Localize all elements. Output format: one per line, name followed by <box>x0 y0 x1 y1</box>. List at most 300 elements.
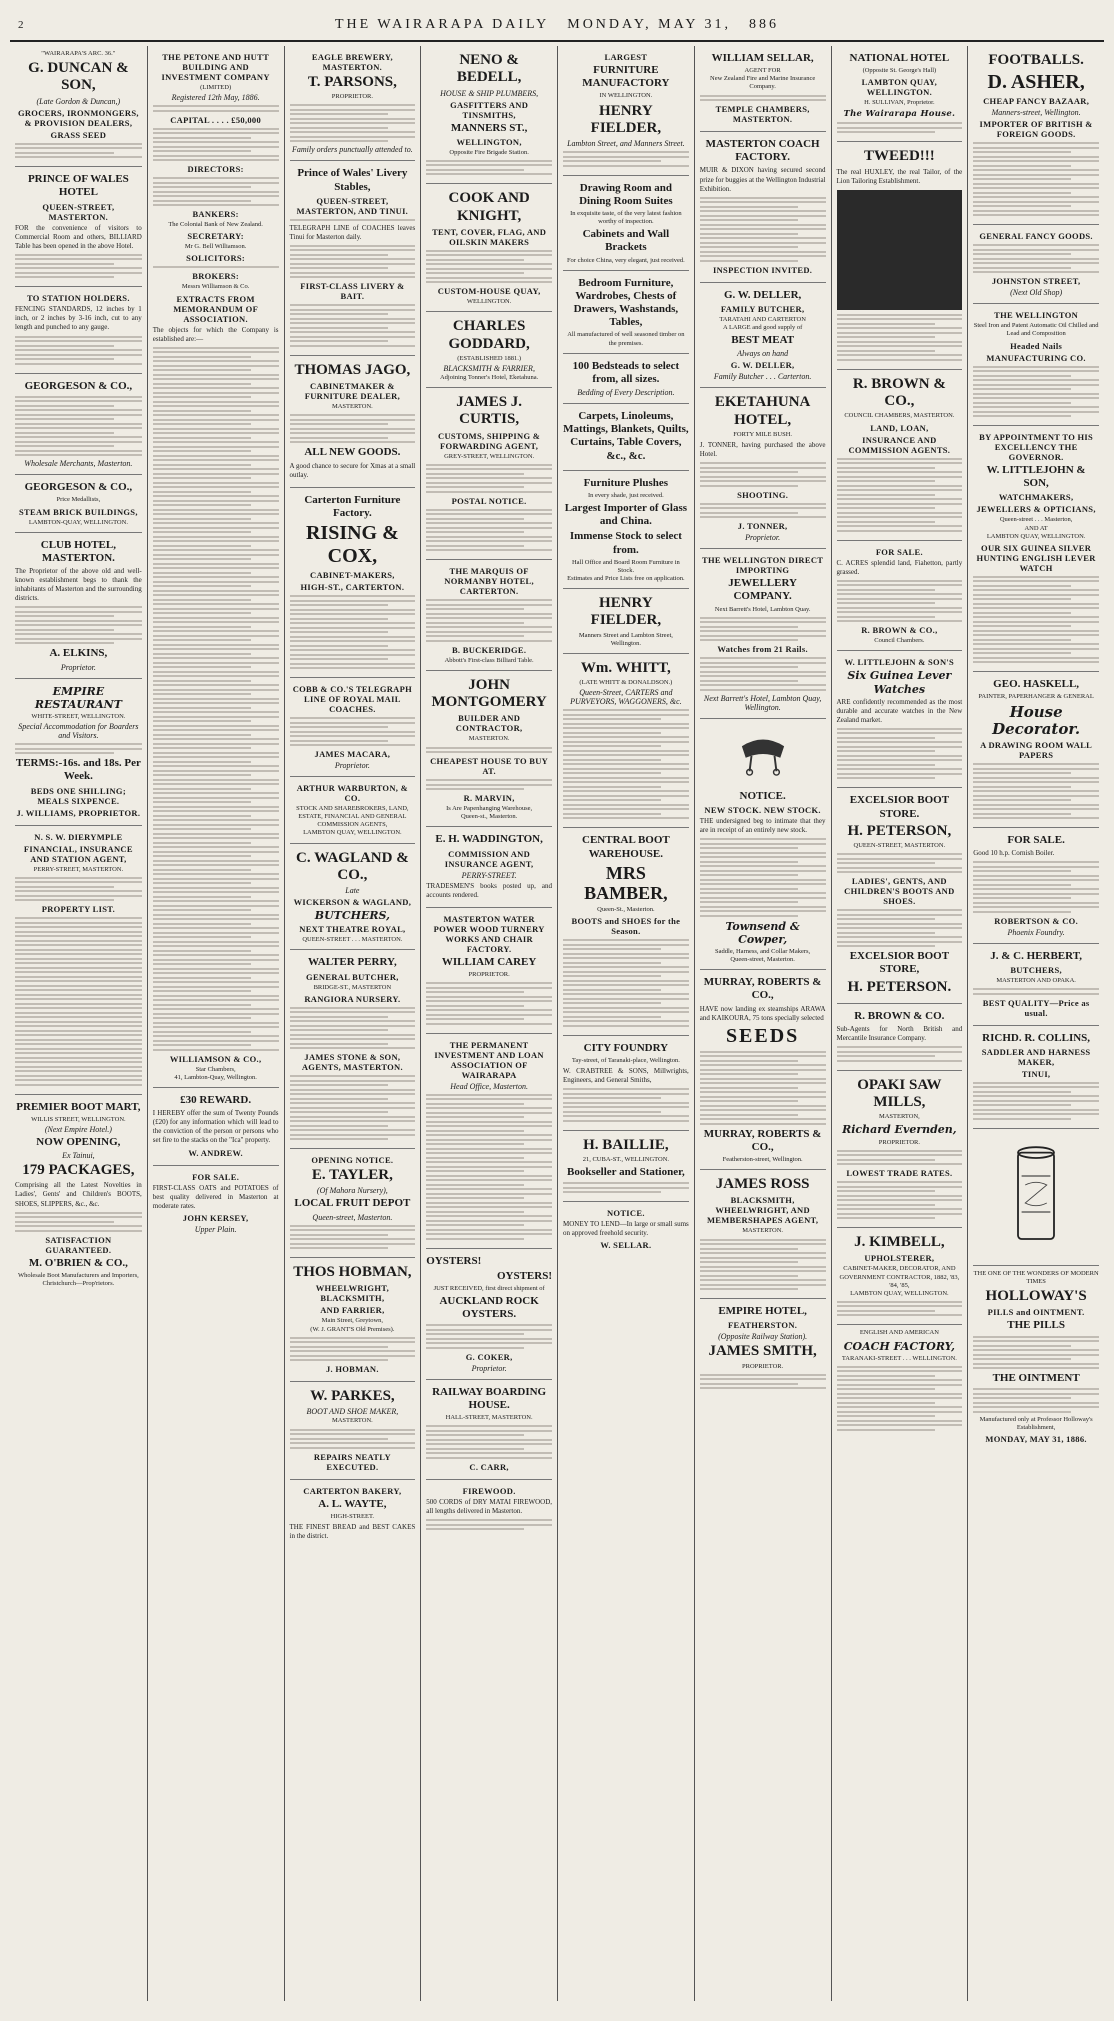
ad-sub: NEW STOCK. NEW STOCK. <box>704 804 821 815</box>
column-3 <box>284 46 421 2001</box>
ad-text: SOLICITORS: <box>186 253 246 264</box>
body-text-lines <box>153 128 279 162</box>
body-text-lines <box>837 909 963 947</box>
ad-text: Abbott's First-class Billiard Table. <box>444 656 534 664</box>
body-text-lines <box>700 1051 826 1125</box>
ad-national-hotel <box>837 46 963 142</box>
ad-heading: 100 Bedsteads to select from, all sizes. <box>572 359 680 385</box>
ad-fielder-footer <box>563 589 689 654</box>
ad-sub: Proprietor. <box>745 533 781 543</box>
ad-text: Manners-street, Wellington. <box>991 108 1081 118</box>
ad-sub: (Late Gordon & Duncan,) <box>36 96 121 106</box>
ad-text: LOWEST TRADE RATES. <box>846 1168 953 1179</box>
ad-coach-factory <box>837 1325 963 1438</box>
ad-sub: LARGEST <box>604 52 648 62</box>
ad-empire-hotel <box>700 1299 826 1397</box>
ad-sub: (LATE WHITT & DONALDSON.) <box>579 679 673 687</box>
ad-heading: JAMES J. CURTIS, <box>456 394 523 428</box>
ad-text: CHEAPEST HOUSE TO BUY AT. <box>430 756 549 777</box>
ad-body: J. TONNER, having purchased the above Hotel. <box>699 440 826 459</box>
ad-text: PERRY-STREET, MASTERTON. <box>33 865 124 873</box>
ad-dierymple <box>15 826 142 1095</box>
ad-excelsior-boot-store <box>837 788 963 1003</box>
ad-sub: BUTCHERS, <box>1010 965 1062 976</box>
ad-georgeson-1 <box>15 374 142 476</box>
ad-text: EXTRACTS FROM MEMORANDUM OF ASSOCIATION. <box>173 293 259 324</box>
ad-firewood <box>426 1480 552 1538</box>
ad-signature: A. ELKINS, <box>49 647 108 660</box>
ad-fielder-carpets <box>563 404 689 471</box>
ad-empire-restaurant <box>15 679 142 826</box>
ad-sub: Carterton Furniture Factory. <box>304 493 401 519</box>
ad-heading: MANUFACTURING CO. <box>986 352 1086 363</box>
ad-heading: Richard Evernden, <box>842 1123 957 1137</box>
body-text-lines <box>290 414 416 443</box>
ad-r-brown-co <box>837 370 963 541</box>
ad-heading: J. KIMBELL, <box>854 1234 945 1251</box>
body-text-lines <box>426 1519 552 1530</box>
ad-text: BOOTS and SHOES for the Season. <box>571 916 681 937</box>
ad-heading: THE WELLINGTON DIRECT IMPORTING <box>702 555 824 576</box>
ad-heading: FOR SALE. <box>875 546 923 557</box>
ad-text: TERMS:-16s. and 18s. Per Week. <box>15 757 141 783</box>
ad-sub: HOUSE & SHIP PLUMBERS, <box>440 88 539 98</box>
ad-text: Messrs Williamson & Co. <box>181 283 250 291</box>
ad-text: AND FARRIER, <box>320 1305 385 1316</box>
ad-text: Tay-street, of Taranaki-place, Wellington. <box>571 1056 680 1064</box>
ad-signature: Townsend & Cowper, <box>725 919 800 946</box>
ad-sub: Wholesale Merchants, Masterton. <box>24 459 133 469</box>
ad-parkes <box>290 1382 416 1479</box>
ad-sub: (Next Empire Hotel.) <box>44 1124 112 1134</box>
ad-text: CABINET-MAKER, DECORATOR, AND GOVERNMENT CONTRACTOR, 1882, '83, '84, '85, <box>839 1265 960 1289</box>
ad-text: All manufactured of well seasoned timber on the premises. <box>567 331 685 347</box>
ad-signature: J. HOBMAN. <box>325 1364 379 1375</box>
ad-heading: H. BAILLIE, <box>583 1136 669 1153</box>
ad-sub: COMMISSION AND INSURANCE AGENT, <box>444 848 534 869</box>
saddle-illustration <box>734 729 792 777</box>
ad-heading: WILLIAM SELLAR, <box>711 52 814 64</box>
ad-sub: (Next Old Shop) <box>1010 288 1063 298</box>
ad-prince-of-wales <box>15 167 142 287</box>
body-text-lines <box>837 458 963 532</box>
ad-text: Next Barrett's Hotel, Lambton Quay. <box>714 605 811 613</box>
ad-text: MASTERTON. <box>331 1417 373 1425</box>
body-text-lines <box>563 709 689 819</box>
ad-text: In exquisite taste, of the very latest fashion worthy of inspection. <box>570 209 682 225</box>
ad-masterton-coach-factory <box>700 132 826 283</box>
ad-text: LAND, LOAN, <box>870 422 929 433</box>
ad-text: BEST QUALITY—Price as usual. <box>982 997 1090 1018</box>
ad-sub: QUEEN-STREET, MASTERTON. <box>42 201 115 222</box>
ad-text: PILLS and OINTMENT. <box>987 1307 1085 1318</box>
ad-text: Queen-street, Masterton. <box>730 956 795 964</box>
body-text-lines <box>700 197 826 262</box>
ad-body: MUIR & DIXON having secured second prize for buggies at the Wellington Industrial Exhibition. <box>699 166 826 193</box>
ad-signature: R. MARVIN, <box>463 793 515 804</box>
ad-sub: OPENING NOTICE. <box>311 1155 394 1166</box>
ad-text: BANKERS: <box>192 209 239 220</box>
ad-signature: MURRAY, ROBERTS & CO., <box>703 1127 822 1153</box>
ad-heading: Drawing Room and Dining Room Suites <box>579 181 673 207</box>
ad-text: DIRECTORS: <box>187 164 244 175</box>
ad-text: CABINET-MAKERS, <box>310 570 395 581</box>
ad-heading: NATIONAL HOTEL <box>849 52 950 64</box>
ad-text: PROPRIETOR. <box>468 970 510 978</box>
ad-text: Featherston-street, Wellington. <box>722 1156 803 1164</box>
ad-text: AND AT <box>1024 524 1048 532</box>
ad-text: Saddle, Harness, and Collar Makers, <box>715 947 811 955</box>
ad-text: POSTAL NOTICE. <box>451 495 527 506</box>
ad-text: Manners Street and Lambton Street, <box>578 631 673 639</box>
body-text-lines <box>290 1429 416 1449</box>
ad-fancy-goods <box>973 225 1099 304</box>
ad-heading: CHARLES GODDARD, <box>448 318 530 352</box>
body-text-lines <box>700 95 826 102</box>
ad-text: Star Chambers, <box>195 1065 236 1073</box>
ad-signature: G. W. DELLER, <box>730 360 795 371</box>
column-4 <box>420 46 557 2001</box>
ad-bottle-illustration <box>973 1129 1099 1266</box>
ad-text: H. SULLIVAN, Proprietor. <box>864 99 935 107</box>
ad-wm-whitt <box>563 654 689 828</box>
ad-text: SECRETARY: <box>187 231 244 242</box>
ad-kimbell <box>837 1228 963 1325</box>
ad-body: TRADESMEN'S books posted up, and accounts rendered. <box>426 881 552 899</box>
body-text-lines <box>15 877 142 902</box>
ad-asher <box>973 46 1099 225</box>
ad-sub: (LIMITED) <box>200 84 232 91</box>
ad-sub: ENGLISH AND AMERICAN <box>859 1329 939 1337</box>
ad-text: Price Medallists, <box>56 496 101 504</box>
ad-sub: Ex Tainui, <box>62 1151 95 1161</box>
ad-sub: FEATHERSTON. <box>728 1320 798 1331</box>
ad-text: New Zealand Fire and Marine Insurance Company. <box>710 75 816 91</box>
body-text-lines <box>973 1082 1099 1120</box>
ad-body: The Proprietor of the above old and well-known establishment begs to thank the inhabitants of Masterton and the surrounding districts. <box>15 567 142 603</box>
ad-heading: W. LITTLEJOHN & SON, <box>986 464 1086 490</box>
ad-text: PROPRIETOR. <box>878 1138 920 1146</box>
ad-sub: Phoenix Foundry. <box>1007 927 1065 937</box>
ad-text: IMPORTER OF BRITISH & FOREIGN GOODS. <box>979 119 1093 140</box>
ad-text: MASTERTON. <box>331 403 373 411</box>
body-text-lines <box>837 314 963 361</box>
ad-railway-boarding-house <box>426 1380 552 1480</box>
ad-text: Registered 12th May, 1886. <box>171 93 260 103</box>
ad-text: MASTERTON. <box>468 735 510 743</box>
ad-heading: EXCELSIOR BOOT STORE, <box>849 950 950 976</box>
ad-reward <box>153 1088 279 1166</box>
ad-body: ARE confidently recommended as the most durable and accurate watches in the New Zealand market. <box>836 697 963 724</box>
ad-henry-fielder <box>563 46 689 176</box>
ad-rising-cox <box>290 488 416 678</box>
ad-text: BROKERS: <box>192 271 240 282</box>
ad-opaki-saw-mills <box>837 1071 963 1228</box>
ad-heading: RAILWAY BOARDING HOUSE. <box>432 1385 547 1412</box>
ad-geo-haskell <box>973 672 1099 828</box>
ad-text: HALL-STREET, MASTERTON. <box>445 1414 533 1422</box>
masthead <box>10 10 1104 42</box>
ad-cook-knight <box>426 184 552 312</box>
ad-signature: JAMES MACARA, <box>314 749 391 760</box>
ad-heading: GEORGESON & CO., <box>24 379 133 392</box>
ad-sub: SADDLER AND HARNESS MAKER, <box>981 1046 1091 1067</box>
ad-heading: NOTICE. <box>606 1208 645 1219</box>
ad-heading: CARTERTON BAKERY, <box>303 1485 402 1496</box>
ad-sub: Next Barrett's Hotel, Lambton Quay, Wellington. <box>703 693 822 712</box>
body-text-lines <box>700 462 826 487</box>
body-text-lines <box>973 142 1099 216</box>
ad-sub: WHEELWRIGHT, BLACKSMITH, <box>315 1283 390 1304</box>
ad-heading: RICHD. R. COLLINS, <box>982 1031 1091 1044</box>
ad-livery-stables <box>290 161 416 356</box>
body-text-lines <box>563 1088 689 1122</box>
ad-arthur-warburton <box>290 777 416 844</box>
body-text-lines <box>290 104 416 142</box>
ad-heading: JEWELLERY COMPANY. <box>728 577 797 603</box>
ad-sub: BUILDER AND CONTRACTOR, <box>455 713 523 734</box>
ad-heading: N. S. W. DIERYMPLE <box>34 831 123 842</box>
ad-text: SHOOTING. <box>737 489 789 500</box>
ad-fielder-suites <box>563 176 689 271</box>
ad-text: Manufactured only at Professor Holloway's Establishment, <box>979 1415 1093 1431</box>
ad-text: JEWELLERS & OPTICIANS, <box>976 504 1096 515</box>
ad-body: I HEREBY offer the sum of Twenty Pounds (£20) for any information which will lead to the conviction of the person or persons who set fire to the stacks on the "Ica" property. <box>152 1109 279 1145</box>
ad-text: ALL NEW GOODS. <box>304 446 401 459</box>
ad-text: LAMBTON QUAY, WELLINGTON. <box>861 77 938 98</box>
ad-tayler <box>290 1149 416 1258</box>
body-text-lines <box>426 464 552 493</box>
ad-georgeson-2 <box>15 475 142 532</box>
ad-text: SATISFACTION GUARANTEED. <box>45 1234 112 1255</box>
body-text-lines <box>426 509 552 552</box>
ad-text: JUST RECEIVED, first direct shipment of <box>433 1284 545 1292</box>
body-text-lines <box>700 838 826 917</box>
ad-collins <box>973 1026 1099 1129</box>
ad-sub: Special Accommodation for Boarders and Visitors. <box>18 722 139 741</box>
ad-text: BUTCHERS, <box>314 909 390 923</box>
body-text-lines <box>15 336 142 365</box>
ad-club-hotel <box>15 533 142 679</box>
ad-sub: Proprietor. <box>334 761 370 771</box>
ad-text: NOW OPENING, <box>36 1135 121 1148</box>
ad-premier-boot-mart <box>15 1095 142 1293</box>
ad-petone-hutt-building <box>153 46 279 1088</box>
ad-heading: FIREWOOD. <box>462 1485 516 1496</box>
ad-william-sellar <box>700 46 826 132</box>
ad-heading: EXCELSIOR BOOT STORE. <box>849 794 950 820</box>
ad-sub: (Opposite St. George's Hall) <box>862 67 937 75</box>
masthead-title: THE WAIRARAPA DAILY <box>334 17 550 32</box>
ad-text: 21, CUBA-ST., WELLINGTON. <box>582 1155 670 1163</box>
ad-text: QUEEN-STREET . . . MASTERTON. <box>302 936 403 944</box>
body-text-lines <box>426 250 552 284</box>
ad-cobb-co <box>290 678 416 777</box>
ad-fielder-bedsteads <box>563 354 689 404</box>
body-text-lines <box>15 396 142 457</box>
ad-heading: JAMES SMITH, <box>708 1343 817 1360</box>
ad-heading: D. ASHER, <box>987 71 1085 94</box>
ad-city-foundry <box>563 1036 689 1131</box>
body-text-lines <box>973 244 1099 273</box>
ad-deller <box>700 283 826 389</box>
body-text-lines <box>153 177 279 206</box>
ad-heading: CLUB HOTEL, MASTERTON. <box>40 538 116 564</box>
ad-r-brown-insurance <box>837 1004 963 1071</box>
ad-text: Opposite Fire Brigade Station. <box>449 148 529 156</box>
body-text-lines <box>290 219 416 221</box>
ad-money-to-lend <box>563 1202 689 1257</box>
ad-heading: H. PETERSON, <box>847 822 952 839</box>
ad-heading: EMPIRE HOTEL, <box>718 1305 807 1318</box>
ad-sub: (Of Mahora Nursery), <box>316 1186 388 1196</box>
ad-heading: NOTICE. <box>739 789 786 802</box>
ad-text: (W. J. GRANT'S Old Premises). <box>310 1325 395 1333</box>
ad-heading: GEO. HASKELL, <box>993 678 1080 691</box>
ad-sub: Proprietor. <box>60 662 96 672</box>
ad-sub: QUEEN-STREET, MASTERTON, AND TINUI. <box>296 195 409 216</box>
ad-heading: G. W. DELLER, <box>723 288 802 301</box>
ad-sub: AGENT FOR <box>744 67 781 75</box>
ad-sub: CHEAP FANCY BAZAAR, <box>983 96 1090 107</box>
ad-text: LAMBTON QUAY, WELLINGTON. <box>303 829 402 837</box>
ad-body: The real HUXLEY, the real Tailor, of the Lion Tailoring Establishment. <box>836 167 963 185</box>
body-text-lines <box>837 1046 963 1062</box>
ad-text: Is Are Papenhanging Warehouse, <box>446 805 533 813</box>
ad-body: A good chance to secure for Xmas at a small outlay. <box>289 461 416 479</box>
ad-heading: THOS HOBMAN, <box>293 1264 412 1281</box>
ad-heading: EMPIRE RESTAURANT <box>34 684 122 711</box>
property-list-lines <box>15 917 142 1086</box>
ad-murray-roberts <box>700 970 826 1170</box>
column-7 <box>831 46 968 2001</box>
ad-text: OUR SIX GUINEA SILVER HUNTING ENGLISH LEVER WATCH <box>976 542 1096 573</box>
ad-sub: Queen-street, Masterton. <box>312 1212 393 1222</box>
black-printed-block <box>837 190 963 310</box>
tea-canister-illustration <box>1009 1139 1063 1249</box>
ad-text: Estimates and Price Lists free on application. <box>567 575 685 583</box>
body-text-lines <box>837 1181 963 1219</box>
ad-fielder-plushes <box>563 471 689 589</box>
ad-text: GREY-STREET, WELLINGTON. <box>444 452 535 460</box>
ad-heading: PRINCE OF WALES HOTEL <box>27 173 129 199</box>
ad-heading: W. PARKES, <box>310 1388 395 1405</box>
ad-marquis-normanby <box>426 560 552 671</box>
ad-heading: FOR SALE. <box>192 1171 240 1182</box>
newspaper-page <box>10 10 1104 2001</box>
ad-heading: MRS BAMBER, <box>584 862 668 904</box>
ad-signature: W. SELLAR. <box>600 1240 652 1251</box>
ad-heading: Prince of Wales' Livery Stables, <box>297 167 408 193</box>
ad-heading: OYSTERS! <box>426 1254 482 1267</box>
ad-text: WICKERSON & WAGLAND, <box>293 897 412 908</box>
ad-text: TINUI, <box>1021 1068 1051 1079</box>
ad-charles-goddard <box>426 312 552 388</box>
ad-heading: FURNITURE MANUFACTORY <box>582 64 670 90</box>
ad-text: Adjoining Tonner's Hotel, Eketahuna. <box>439 374 539 382</box>
masthead-year: 886 <box>749 17 780 32</box>
ad-heading: E. H. WADDINGTON, <box>435 833 543 846</box>
ad-text: TARATAHI AND CARTERTON <box>719 315 806 323</box>
ad-text: Steel Iron and Patent Automatic Oil Chilled and Lead and Composition <box>973 322 1099 338</box>
ad-heading: T. PARSONS, <box>307 74 397 90</box>
body-text-lines <box>426 747 552 754</box>
ad-sub: Late <box>345 886 360 896</box>
ad-text: Wholesale Boot Manufacturers and Importers, Christchurch—Prop'rietors. <box>17 1271 139 1287</box>
ad-text: LAMBTON QUAY, WELLINGTON. <box>986 532 1086 540</box>
ad-john-montgomery <box>426 671 552 827</box>
ad-tweed <box>837 142 963 369</box>
ad-body: FOR the convenience of visitors to Commercial Room and others, BILLIARD Table has been opened in the above Hotel. <box>15 223 142 250</box>
ad-text: STOCK AND SHAREBROKERS, LAND, ESTATE, FINANCIAL AND GENERAL COMMISSION AGENTS, <box>296 805 409 829</box>
body-text-lines <box>973 1336 1099 1370</box>
ad-text: MASTERTON AND OPAKA. <box>996 977 1076 985</box>
body-text-lines <box>837 122 963 133</box>
ad-heading: COACH FACTORY, <box>843 1339 955 1353</box>
ad-text: BRIDGE-ST., MASTERTON <box>313 983 392 991</box>
ad-fielder-bedroom <box>563 271 689 354</box>
ad-heading: HOLLOWAY'S <box>985 1288 1087 1305</box>
ad-text: MASTERTON. <box>742 1227 784 1235</box>
ad-sub: QUEEN-STREET, MASTERTON. <box>853 842 946 850</box>
ad-text: The Colonial Bank of New Zealand. <box>168 221 263 229</box>
ad-hobman <box>290 1258 416 1382</box>
body-text-lines <box>837 1366 963 1431</box>
ad-heading: COBB & CO.'S TELEGRAPH LINE OF ROYAL MAIL COACHES. <box>292 684 413 715</box>
ad-sub: FAMILY BUTCHER, <box>720 303 805 314</box>
ad-heading: TWEED!!! <box>863 148 935 165</box>
ad-text: Main Street, Greytown, <box>321 1317 384 1325</box>
ad-heading: RISING & COX, <box>305 522 399 568</box>
ad-littlejohn-son <box>973 426 1099 672</box>
body-text-lines <box>290 717 416 746</box>
ad-body: Sub-Agents for North British and Mercantile Insurance Company. <box>836 1025 963 1043</box>
body-text-lines <box>15 254 142 279</box>
ad-for-sale-acres <box>837 541 963 652</box>
ad-eagle-brewery <box>290 46 416 161</box>
ad-heading: C. WAGLAND & CO., <box>296 849 409 883</box>
body-text-lines <box>973 1388 1099 1413</box>
ad-text: The Wairarapa House. <box>843 109 956 120</box>
ad-text: NEXT THEATRE ROYAL, <box>299 924 406 935</box>
ad-heading: £30 REWARD. <box>180 1093 252 1106</box>
ad-sub: THE ONE OF THE WONDERS OF MODERN TIMES <box>973 1269 1099 1285</box>
ad-text: PROPERTY LIST. <box>41 904 116 915</box>
ad-heading: THOMAS JAGO, <box>294 361 411 378</box>
ad-sub: FORTY MILE BUSH. <box>733 430 793 438</box>
ad-heading: JOHN MONTGOMERY <box>431 676 547 711</box>
body-text-lines <box>700 503 826 519</box>
ad-signature: C. CARR, <box>469 1461 509 1472</box>
ad-heading: HENRY FIELDER, <box>590 595 662 629</box>
ad-permanent-investment <box>426 1034 552 1249</box>
ad-text: Headed Nails <box>1010 340 1063 351</box>
ad-signature: G. COKER, <box>465 1351 513 1362</box>
ad-duncan <box>15 46 142 167</box>
ad-text: 41, Lambton-Quay, Wellington. <box>174 1073 257 1081</box>
ad-heading: NENO & BEDELL, <box>456 52 522 86</box>
body-text-lines <box>426 1094 552 1240</box>
ad-body: 500 CORDS of DRY MATAI FIREWOOD, all lengths delivered in Masterton. <box>426 1497 552 1515</box>
ad-text: Queen-St., Masterton. <box>597 906 655 914</box>
ad-text: WATCHMAKERS, <box>998 492 1074 503</box>
ad-heading: Six Guinea Lever Watches <box>847 669 952 696</box>
column-8 <box>967 46 1104 2001</box>
ad-heading: THE PERMANENT INVESTMENT AND LOAN ASSOCIATION OF WAIRARAPA <box>434 1039 544 1080</box>
ad-heading: J. & C. HERBERT, <box>990 949 1082 962</box>
body-text-lines <box>290 1337 416 1362</box>
body-text-lines <box>153 105 279 112</box>
